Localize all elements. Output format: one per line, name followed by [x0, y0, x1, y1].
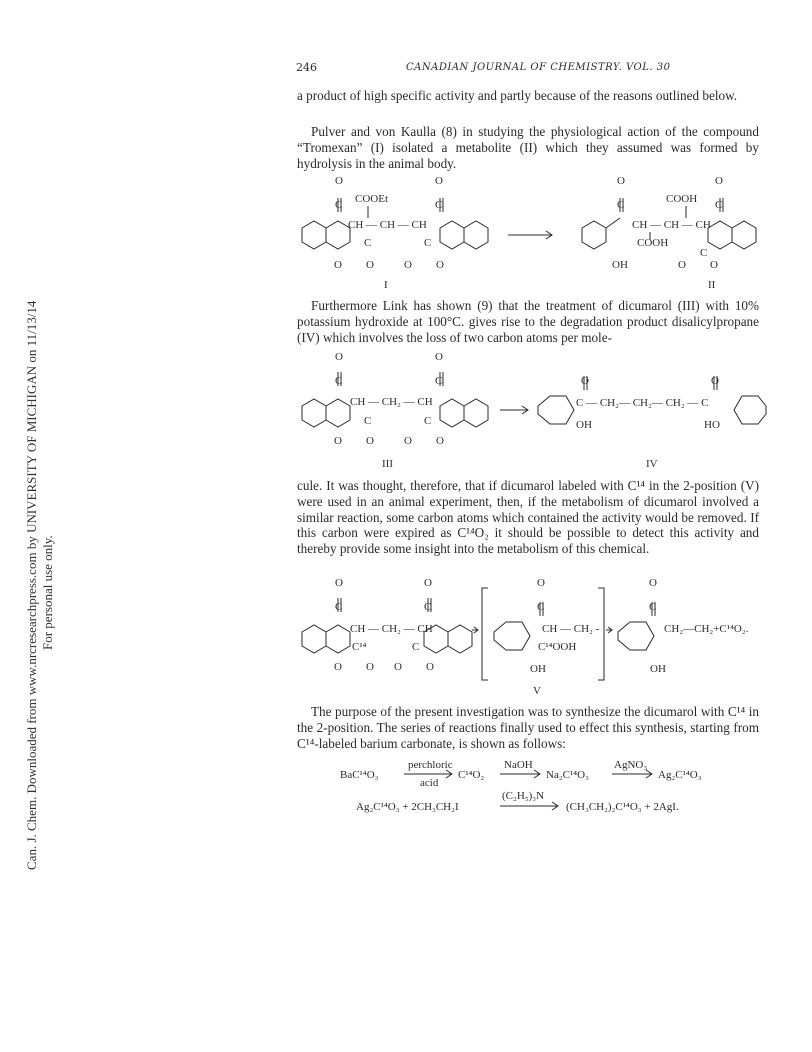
carbon-label: C: [424, 601, 432, 613]
benzene-ring: [732, 221, 756, 249]
download-notice-text: [24, 301, 56, 870]
oxygen-label: O: [335, 175, 343, 187]
hydroxyl-label: HO: [704, 419, 720, 431]
compound-label-V: V: [533, 685, 541, 697]
benzene-ring: [302, 625, 326, 653]
running-head: CANADIAN JOURNAL OF CHEMISTRY. VOL. 30: [406, 62, 671, 73]
compound-label-III: III: [382, 458, 393, 470]
carbon-label: C: [335, 601, 343, 613]
benzene-ring: [464, 399, 488, 427]
silver-carbonate: Ag₂C¹⁴O₃: [658, 769, 702, 781]
benzene-ring: [538, 396, 574, 424]
chain-label: CH — CH — CH: [348, 219, 427, 231]
pyrone-ring: [708, 221, 732, 249]
oxygen-label: O: [366, 259, 374, 271]
oxygen-label: O: [426, 661, 434, 673]
carbon-label: C: [435, 199, 443, 211]
oxygen-label: O: [335, 351, 343, 363]
oxygen-label: O: [394, 661, 402, 673]
chain-label: C — CH₂— CH₂— CH₂ — C: [576, 397, 709, 409]
download-notice-sidebar: [4, 130, 55, 870]
oxygen-label: O: [581, 375, 589, 387]
carbon-label: C: [335, 199, 343, 211]
barium-carbonate: BaC¹⁴O₃: [340, 769, 379, 781]
pyrone-ring: [326, 399, 350, 427]
carbon-label: C: [424, 237, 432, 249]
hydroxyl-label: OH: [576, 419, 592, 431]
personal-use-line: For personal use only.: [40, 535, 55, 650]
download-note-line: Can. J. Chem. Downloaded from www.nrcresearchpress.com by UNIVERSITY OF MICHIGAN on 11/13/14: [24, 300, 39, 870]
paragraph-5: The purpose of the present investigation was to synthesize the dicumarol with C¹⁴ in the 2-position. The series of reactions finally used to effect this synthesis, starting from C¹⁴-labeled barium carbonate, is shown as follows:: [297, 704, 759, 751]
compound-label-IV: IV: [646, 458, 658, 470]
paragraph-3: Furthermore Link has shown (9) that the treatment of dicumarol (III) with 10% potassium hydroxide at 100°C. gives rise to the degradation product disalicylpropane (IV) which involves the loss of two carbon atoms per mole-: [297, 298, 759, 345]
chain-label: CH₂—CH₂+C¹⁴O₂.: [664, 623, 749, 635]
oxygen-label: O: [404, 435, 412, 447]
cooh-label: COOH: [637, 237, 669, 249]
oxygen-label: O: [334, 435, 342, 447]
figure-tromexan-hydrolysis: [290, 172, 770, 294]
reaction-scheme-1: [340, 756, 740, 790]
benzene-ring: [618, 622, 654, 650]
oxygen-label: O: [649, 577, 657, 589]
carbon-label: C: [435, 375, 443, 387]
sodium-carbonate: Na₂C¹⁴O₃: [546, 769, 589, 781]
oxygen-label: O: [366, 661, 374, 673]
benzene-ring: [494, 622, 530, 650]
benzene-ring: [734, 396, 766, 424]
carbon-label: C: [649, 601, 657, 613]
benzene-ring: [448, 625, 472, 653]
carbon-dioxide: C¹⁴O₂: [458, 769, 485, 781]
carbon-label: C: [364, 415, 372, 427]
reactants-2: Ag₂C¹⁴O₃ + 2CH₃CH₂I: [356, 801, 459, 813]
pyrone-ring: [326, 221, 350, 249]
c14ooh-label: C¹⁴OOH: [538, 641, 577, 653]
cooh-label: COOH: [666, 193, 698, 205]
carbon-label: C: [537, 601, 545, 613]
hydroxyl-label: OH: [530, 663, 546, 675]
benzene-ring: [464, 221, 488, 249]
carbon-label: C: [364, 237, 372, 249]
pyrone-ring: [326, 625, 350, 653]
carbon-label: C: [424, 415, 432, 427]
bracket-left: [482, 588, 488, 680]
benzene-ring: [302, 399, 326, 427]
compound-label-I: I: [384, 279, 388, 291]
oxygen-label: O: [366, 435, 374, 447]
oxygen-label: O: [424, 577, 432, 589]
hydroxyl-label: OH: [612, 259, 628, 271]
paragraph-2: Pulver and von Kaulla (8) in studying the physiological action of the compound “Tromexan” (I) isolated a metabolite (II) which they assumed was formed by hydrolysis in the animal body.: [297, 124, 759, 171]
oxygen-label: O: [710, 259, 718, 271]
carbon-label: C: [715, 199, 723, 211]
page-header: [296, 61, 756, 79]
oxygen-label: O: [335, 577, 343, 589]
page-number: 246: [296, 61, 317, 74]
reaction-scheme-2: [356, 788, 756, 816]
carbon-label: C: [335, 375, 343, 387]
oxygen-label: O: [617, 175, 625, 187]
c14-label: C¹⁴: [352, 641, 367, 653]
compound-label-II: II: [708, 279, 716, 291]
oxygen-label: O: [678, 259, 686, 271]
pyrone-ring: [440, 399, 464, 427]
reagent-agno3: AgNO₃: [614, 759, 648, 771]
oxygen-label: O: [436, 435, 444, 447]
oxygen-label: O: [334, 661, 342, 673]
oxygen-label: O: [537, 577, 545, 589]
chain-label: CH — CH₂ -: [542, 623, 600, 635]
oxygen-label: O: [711, 375, 719, 387]
benzene-ring: [582, 221, 606, 249]
chain-label: CH — CH — CH: [632, 219, 711, 231]
carbon-label: C: [700, 247, 708, 259]
cooet-label: COOEt: [355, 193, 388, 205]
reagent-triethylamine: (C₂H₅)₃N: [502, 790, 545, 802]
paragraph-1: a product of high specific activity and partly because of the reasons outlined below.: [297, 88, 738, 103]
carbon-label: C: [412, 641, 420, 653]
figure-dicumarol-degradation: [290, 350, 770, 472]
carbon-label: C: [617, 199, 625, 211]
oxygen-label: O: [436, 259, 444, 271]
pyrone-ring: [440, 221, 464, 249]
figure-labeled-dicumarol-scheme: [290, 576, 770, 700]
reagent-acid: acid: [420, 777, 439, 789]
oxygen-label: O: [404, 259, 412, 271]
oxygen-label: O: [435, 175, 443, 187]
paragraph-4: cule. It was thought, therefore, that if dicumarol labeled with C¹⁴ in the 2-position (V) were used in an animal experiment, then, if the metabolism of dicumarol involved a similar reaction, some carbon atoms which contained the activity would be removed. If this carbon were expired as C¹⁴O₂ it should be possible to detect this activity and thereby provide some insight into the metabolism of this chemical.: [297, 478, 759, 557]
benzene-ring: [302, 221, 326, 249]
chain-label: CH — CH₂ — CH: [350, 623, 433, 635]
reagent-naoh: NaOH: [504, 759, 533, 771]
reagent-perchloric: perchloric: [408, 759, 453, 771]
oxygen-label: O: [334, 259, 342, 271]
hydroxyl-label: OH: [650, 663, 666, 675]
oxygen-label: O: [715, 175, 723, 187]
chain-label: CH — CH₂ — CH: [350, 396, 433, 408]
products-2: (CH₃CH₂)₂C¹⁴O₃ + 2AgI.: [566, 801, 679, 813]
oxygen-label: O: [435, 351, 443, 363]
